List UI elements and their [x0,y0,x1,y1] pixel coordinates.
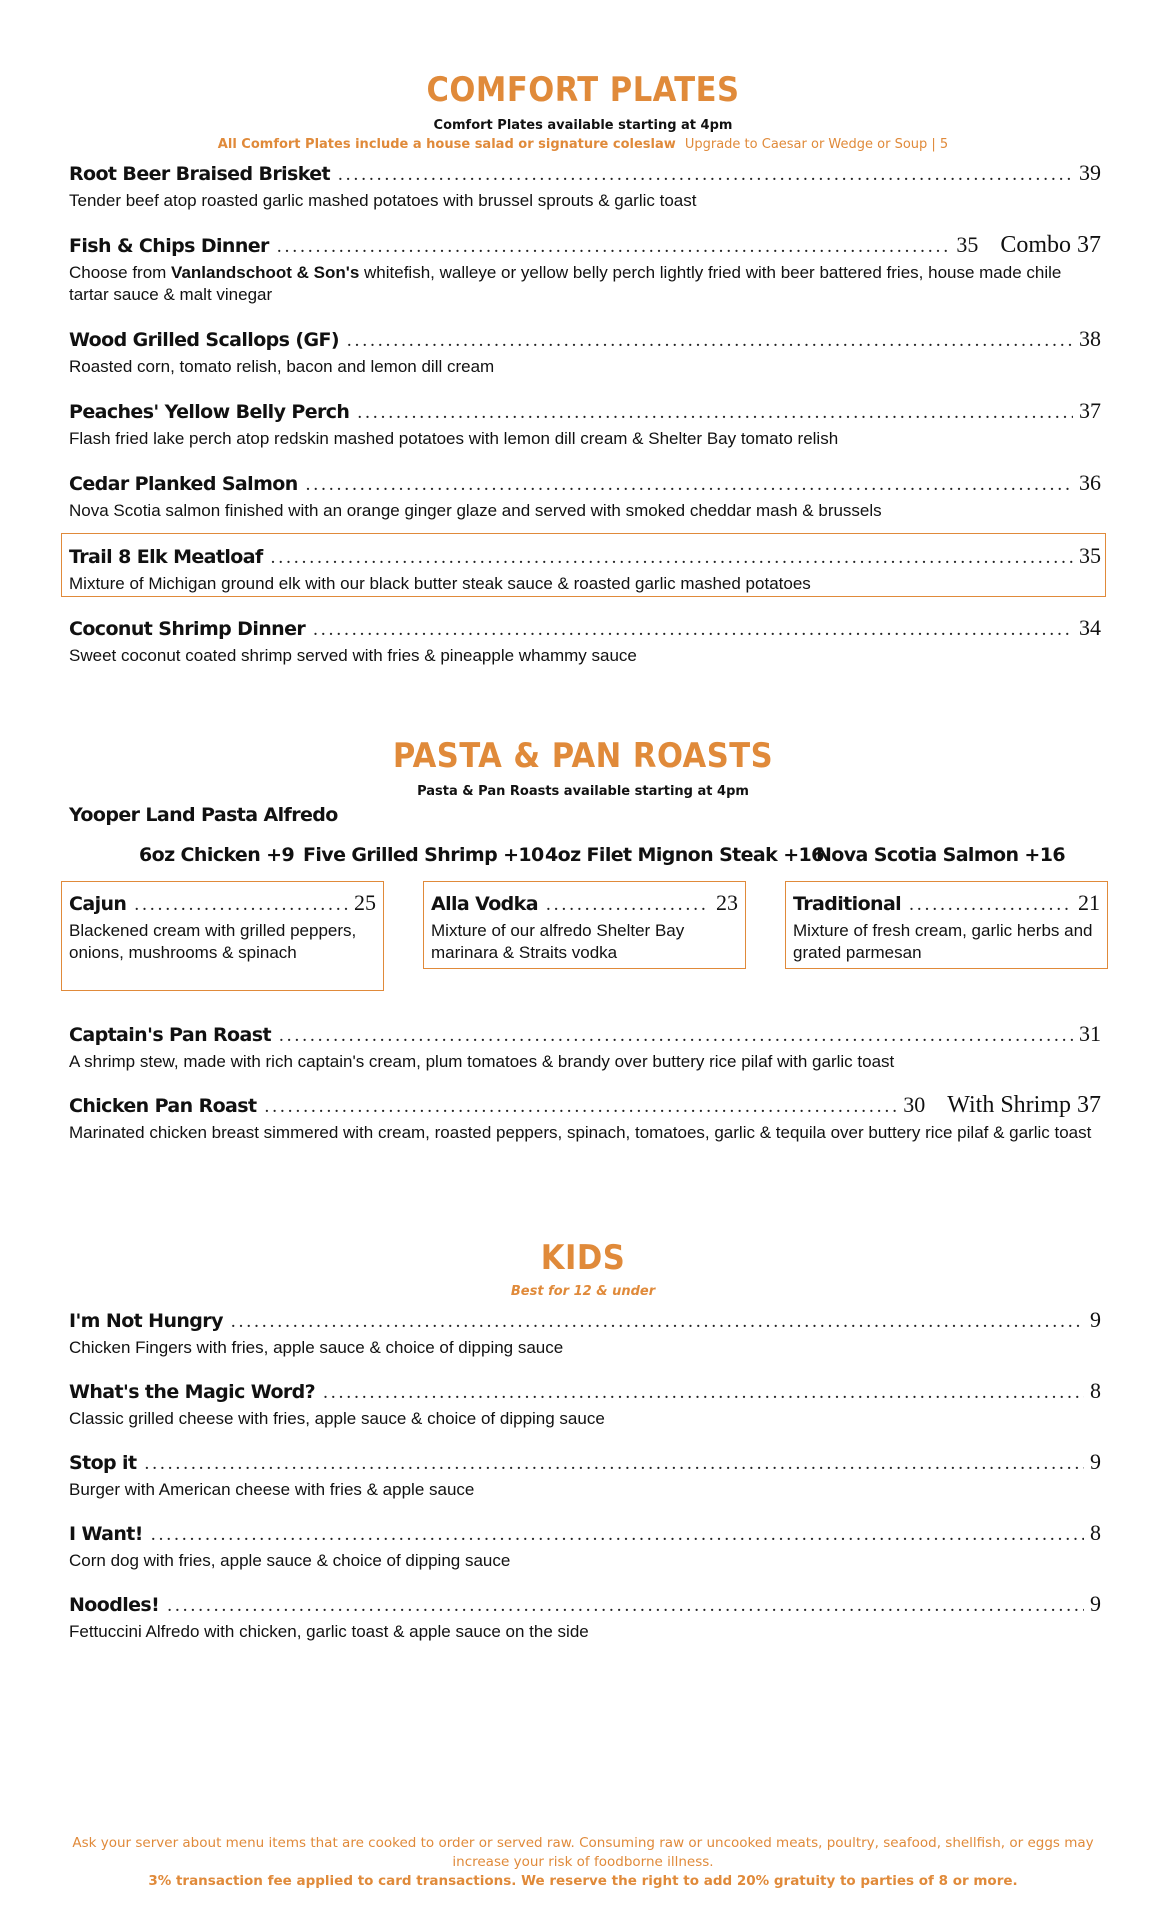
item-description: Mixture of fresh cream, garlic herbs and grated parmesan [793,921,1093,962]
item-description: Chicken Fingers with fries, apple sauce & choice of dipping sauce [69,1338,564,1357]
item-name: Noodles! [69,1594,160,1616]
menu-item [69,1378,1101,1430]
item-name: Coconut Shrimp Dinner [69,618,306,640]
dot-leader [167,1595,1084,1617]
kids-section-title: KIDS [540,1238,626,1278]
item-price: 31 [1079,1021,1101,1046]
menu-item [69,470,1101,522]
item-name: Wood Grilled Scallops (GF) [69,329,339,351]
item-price: 9 [1090,1449,1101,1474]
dot-leader [279,1025,1073,1047]
dot-leader [277,236,950,258]
item-name: Stop it [69,1452,137,1474]
item-description: Marinated chicken breast simmered with cream, roasted peppers, spinach, tomatoes, garlic & tequila over buttery rice pilaf & garlic toast [69,1123,1092,1142]
addon-salmon: Nova Scotia Salmon +16 [816,844,1065,866]
item-name: What's the Magic Word? [69,1381,316,1403]
menu-item-featured [69,543,1101,595]
item-description: Tender beef atop roasted garlic mashed potatoes with brussel sprouts & garlic toast [69,191,697,210]
comfort-plates-title: COMFORT PLATES [426,70,740,110]
item-name: Root Beer Braised Brisket [69,163,331,185]
item-description: Nova Scotia salmon finished with an orange ginger glaze and served with smoked cheddar mash & brussels [69,501,882,520]
item-description: Sweet coconut coated shrimp served with fries & pineapple whammy sauce [69,646,637,665]
salad-note-upgrade: Upgrade to Caesar or Wedge or Soup | 5 [684,137,949,152]
dot-leader [357,402,1073,424]
item-price: 35 [956,232,979,257]
dot-leader [271,547,1073,569]
item-combo-price: Combo 37 [1000,232,1101,258]
footer-disclaimer [60,1834,1106,1891]
desc-part: Choose from [69,263,172,282]
dot-leader [306,474,1073,496]
transaction-fee-note: 3% transaction fee applied to card transactions. We reserve the right to add 20% gratuity to parties of 8 or more. [148,1873,1018,1889]
menu-item [69,1021,1101,1073]
item-name: Captain's Pan Roast [69,1024,271,1046]
salad-note-included: All Comfort Plates include a house salad or signature coleslaw [217,137,676,152]
dot-leader [909,894,1072,916]
item-description: Roasted corn, tomato relish, bacon and lemon dill cream [69,357,495,376]
item-price: 9 [1090,1591,1101,1616]
item-name: I'm Not Hungry [69,1310,223,1332]
kids-age-note: Best for 12 & under [510,1284,656,1299]
sauce-option-alla-vodka [423,881,746,969]
food-safety-warning: Ask your server about menu items that are cooked to order or served raw. Consuming raw or uncooked meats, poultry, seafood, shellfish, or eggs may increase your risk of foodborne illness. [72,1835,1094,1870]
item-price: 9 [1090,1307,1101,1332]
sauce-option-cajun [61,881,384,991]
menu-item [69,326,1101,378]
item-price: 38 [1079,326,1101,351]
dot-leader [231,1311,1084,1333]
menu-item [69,615,1101,667]
sauce-option-traditional [785,881,1108,969]
item-name: Peaches' Yellow Belly Perch [69,401,350,423]
dot-leader [264,1096,897,1118]
menu-item [69,1307,1101,1359]
item-description: Classic grilled cheese with fries, apple sauce & choice of dipping sauce [69,1409,605,1428]
item-description: Burger with American cheese with fries & apple sauce [69,1480,475,1499]
menu-item [69,1449,1101,1501]
item-name: Cajun [69,893,127,915]
dot-leader [338,164,1073,186]
dot-leader [144,1453,1084,1475]
menu-item [69,398,1101,450]
item-name: Traditional [793,893,902,915]
addon-chicken: 6oz Chicken +9 [139,844,295,866]
addon-shrimp: Five Grilled Shrimp +10 [303,844,544,866]
item-price: 30 [903,1092,926,1117]
item-name: Trail 8 Elk Meatloaf [69,546,263,568]
item-name: Chicken Pan Roast [69,1095,257,1117]
comfort-plates-availability: Comfort Plates available starting at 4pm [433,118,733,133]
dot-leader [347,330,1073,352]
item-description: Mixture of our alfredo Shelter Bay marinara & Straits vodka [431,921,685,962]
item-description: Corn dog with fries, apple sauce & choice of dipping sauce [69,1551,511,1570]
dot-leader [546,894,710,916]
pasta-section-title: PASTA & PAN ROASTS [392,736,774,776]
item-price: 34 [1079,615,1101,640]
item-price: 35 [1079,543,1101,568]
item-price: 8 [1090,1520,1101,1545]
item-name: I Want! [69,1523,143,1545]
menu-item [69,1092,1101,1144]
dot-leader [313,619,1073,641]
comfort-plates-salad-note [0,137,1166,152]
item-price: 37 [1079,398,1101,423]
desc-part: whitefish, walleye or yellow belly perch lightly fried with beer battered fries, house made chile tartar sauce & malt vinegar [69,263,1062,304]
item-description: Blackened cream with grilled peppers, onions, mushrooms & spinach [69,921,357,962]
item-name: Fish & Chips Dinner [69,235,269,257]
item-name: Cedar Planked Salmon [69,473,298,495]
menu-item [69,1520,1101,1572]
menu-item [69,232,1101,306]
supplier-name: Vanlandschoot & Son's [171,263,360,282]
item-price: 21 [1078,890,1100,915]
item-description: Mixture of Michigan ground elk with our black butter steak sauce & roasted garlic mashed potatoes [69,574,811,593]
item-price: 39 [1079,160,1101,185]
item-name: Alla Vodka [431,893,538,915]
addon-steak: 4oz Filet Mignon Steak +16 [545,844,824,866]
dot-leader [151,1524,1084,1546]
alfredo-heading: Yooper Land Pasta Alfredo [69,804,338,826]
item-description [69,262,1101,306]
item-description: Fettuccini Alfredo with chicken, garlic toast & apple sauce on the side [69,1622,589,1641]
menu-item [69,160,1101,212]
item-price: 8 [1090,1378,1101,1403]
item-price: 23 [716,890,738,915]
pasta-availability: Pasta & Pan Roasts available starting at 4pm [417,784,749,799]
item-price: 36 [1079,470,1101,495]
item-price: 25 [354,890,376,915]
item-combo-price: With Shrimp 37 [947,1092,1101,1118]
menu-item [69,1591,1101,1643]
item-description: A shrimp stew, made with rich captain's cream, plum tomatoes & brandy over buttery rice pilaf with garlic toast [69,1052,895,1071]
dot-leader [134,894,348,916]
item-description: Flash fried lake perch atop redskin mashed potatoes with lemon dill cream & Shelter Bay tomato relish [69,429,839,448]
dot-leader [323,1382,1084,1404]
